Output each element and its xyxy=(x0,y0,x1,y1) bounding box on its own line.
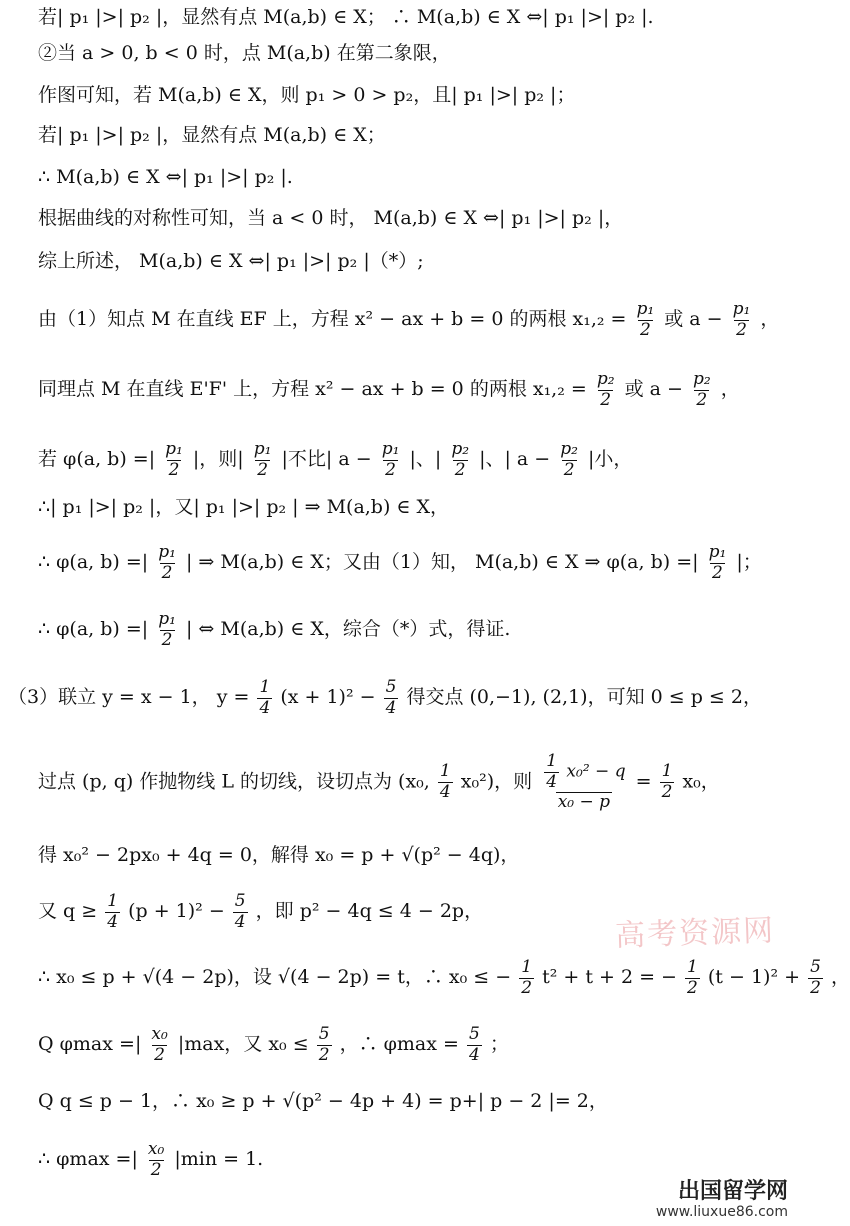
fraction xyxy=(149,1025,169,1065)
site-url[interactable]: www.liuxue86.com xyxy=(655,1204,788,1220)
text-segment: t² + t + 2 = − xyxy=(542,966,677,989)
denominator: 4 xyxy=(385,697,397,718)
denominator: 4 xyxy=(468,1044,480,1065)
denominator: 2 xyxy=(168,459,180,480)
denominator: 2 xyxy=(521,977,533,998)
text-segment: 同理点 M 在直线 E'F' 上，方程 x² − ax + b = 0 的两根 x₁,₂ = xyxy=(38,378,587,401)
text-segment: |min = 1. xyxy=(174,1148,264,1171)
denominator: 2 xyxy=(385,459,396,480)
fraction xyxy=(233,892,248,932)
numerator: x₀ xyxy=(151,1024,168,1044)
denominator: 2 xyxy=(257,459,269,480)
text-segment: ； xyxy=(489,1033,509,1056)
denominator: x₀ − p xyxy=(557,792,611,813)
numerator: 5 xyxy=(468,1024,480,1044)
numerator: 5 xyxy=(318,1024,330,1044)
text-line: 得 x₀² − 2px₀ + 4q = 0，解得 x₀ = p + √(p² − 4q)， xyxy=(38,844,520,866)
text-segment: | ⇒ M(a,b) ∈ X；又由（1）知， M(a,b) ∈ X ⇒ φ(a, b) =| xyxy=(185,551,699,574)
fraction xyxy=(540,752,627,813)
text-line xyxy=(38,1025,509,1065)
text-segment: = xyxy=(635,770,652,793)
numerator: 1 xyxy=(259,677,271,697)
text-line: 作图可知，若 M(a,b) ∈ X，则 p₁ > 0 > p₂，且| p₁ |>| p₂ |； xyxy=(38,84,576,106)
text-line xyxy=(8,678,762,718)
text-segment: ∴ φ(a, b) =| xyxy=(38,618,149,641)
text-line xyxy=(38,300,779,340)
denominator: 2 xyxy=(318,1044,330,1065)
denominator: 2 xyxy=(454,459,466,480)
text-segment: (x + 1)² − xyxy=(280,686,376,709)
text-line xyxy=(38,610,510,650)
text-line: ∴| p₁ |>| p₂ |，又| p₁ |>| p₂ | ⇒ M(a,b) ∈ X， xyxy=(38,496,450,518)
text-line xyxy=(38,370,740,410)
text-segment: ， xyxy=(720,378,740,401)
text-segment: |； xyxy=(736,551,762,574)
text-segment: |max，又 x₀ ≤ xyxy=(177,1033,309,1056)
text-line xyxy=(38,543,762,583)
text-line: 根据曲线的对称性可知，当 a < 0 时， M(a,b) ∈ X ⇔| p₁ |>| p₂ |， xyxy=(38,207,624,229)
text-segment: |、| a − xyxy=(479,448,551,471)
text-segment: 由（1）知点 M 在直线 EF 上，方程 x² − ax + b = 0 的两根 x₁,₂ = xyxy=(38,308,627,331)
fraction xyxy=(438,762,453,802)
denominator: 2 xyxy=(687,977,698,998)
text-line xyxy=(38,752,720,813)
fraction xyxy=(449,440,471,480)
text-segment: |、| xyxy=(409,448,442,471)
fraction xyxy=(635,300,657,340)
fraction xyxy=(691,370,713,410)
denominator: 4 xyxy=(546,771,558,792)
denominator: 4 xyxy=(107,911,119,932)
text-line xyxy=(38,958,850,998)
numerator: 5 xyxy=(385,677,397,697)
text-line: 综上所述， M(a,b) ∈ X ⇔| p₁ |>| p₂ |（*）; xyxy=(38,250,424,272)
text-segment: 过点 (p, q) 作抛物线 L 的切线，设切点为 (x₀, xyxy=(38,770,430,793)
denominator: 2 xyxy=(161,562,173,583)
numerator: 5 xyxy=(234,891,246,911)
site-footer xyxy=(656,1180,788,1220)
text-segment: ， xyxy=(760,308,780,331)
denominator: 2 xyxy=(161,629,173,650)
text-segment: 若 φ(a, b) =| xyxy=(38,448,156,471)
fraction xyxy=(808,958,823,998)
denominator: 2 xyxy=(563,459,575,480)
text-segment: ∴ x₀ ≤ p + √(4 − 2p)，设 √(4 − 2p) = t，∴ x₀ ≤ − xyxy=(38,966,512,989)
fraction xyxy=(467,1025,482,1065)
text-line xyxy=(38,1140,263,1180)
text-segment: ，∴ φmax = xyxy=(339,1033,459,1056)
fraction xyxy=(519,958,534,998)
numerator: p₂ xyxy=(596,369,615,389)
site-brand: 出国留学网 xyxy=(677,1178,788,1204)
text-segment: ，即 p² − 4q ≤ 4 − 2p， xyxy=(255,900,484,923)
text-segment: ， xyxy=(830,966,850,989)
numerator: x₀ xyxy=(147,1139,165,1159)
text-line: ②当 a > 0, b < 0 时，点 M(a,b) 在第二象限， xyxy=(38,42,451,64)
numerator: p₂ xyxy=(451,439,470,459)
fraction xyxy=(105,892,120,932)
text-segment: Q φmax =| xyxy=(38,1033,142,1056)
numerator: p₂ xyxy=(560,439,578,459)
fraction xyxy=(380,440,402,480)
text-line: ∴ M(a,b) ∈ X ⇔| p₁ |>| p₂ |. xyxy=(38,166,293,188)
text-segment: （3）联立 y = x − 1， y = xyxy=(8,686,250,709)
text-segment: |小， xyxy=(588,448,633,471)
fraction xyxy=(146,1140,166,1180)
text-segment: 又 q ≥ xyxy=(38,900,98,923)
denominator: 4 xyxy=(234,911,246,932)
text-segment: x₀²)，则 xyxy=(460,770,533,793)
text-segment: | ⇔ M(a,b) ∈ X，综合（*）式，得证. xyxy=(185,618,511,641)
text-segment: 或 a − xyxy=(664,308,723,331)
fraction xyxy=(156,610,178,650)
denominator: 4 xyxy=(439,781,451,802)
text-line xyxy=(38,892,483,932)
numerator: p₂ xyxy=(692,369,711,389)
text-segment: (p + 1)² − xyxy=(128,900,225,923)
text-segment: x₀， xyxy=(682,770,720,793)
fraction xyxy=(384,678,399,718)
fraction xyxy=(163,440,185,480)
numerator: p₁ xyxy=(708,542,727,562)
numerator: p₁ xyxy=(381,439,400,459)
denominator: 2 xyxy=(810,977,821,998)
text-segment: 得交点 (0,−1), (2,1)，可知 0 ≤ p ≤ 2， xyxy=(406,686,762,709)
text-segment: (t − 1)² + xyxy=(707,966,801,989)
watermark: 高考资源网 xyxy=(614,913,776,954)
text-line: 若| p₁ |>| p₂ |，显然有点 M(a,b) ∈ X； ∴ M(a,b) ∈ X ⇔| p₁ |>| p₂ |. xyxy=(38,6,654,28)
text-segment: ∴ φmax =| xyxy=(38,1148,138,1171)
numerator: p₁ xyxy=(253,439,272,459)
fraction xyxy=(252,440,274,480)
denominator: 2 xyxy=(661,781,673,802)
fraction xyxy=(558,440,580,480)
denominator: 2 xyxy=(600,389,612,410)
fraction xyxy=(257,678,272,718)
text-line: Q q ≤ p − 1，∴ x₀ ≥ p + √(p² − 4p + 4) = p+| p − 2 |= 2， xyxy=(38,1090,608,1112)
numerator: p₁ xyxy=(165,439,183,459)
denominator: 2 xyxy=(736,319,747,340)
fraction xyxy=(544,752,559,792)
text-segment: x₀² − q xyxy=(566,761,626,782)
fraction xyxy=(707,543,729,583)
fraction xyxy=(317,1025,332,1065)
denominator: 2 xyxy=(639,319,651,340)
fraction xyxy=(660,762,675,802)
text-segment: ∴ φ(a, b) =| xyxy=(38,551,149,574)
fraction xyxy=(156,543,178,583)
text-segment: |不比| a − xyxy=(281,448,372,471)
numerator: p₁ xyxy=(636,299,655,319)
numerator: p₁ xyxy=(158,609,176,629)
denominator: 2 xyxy=(154,1044,165,1065)
numerator: 1 xyxy=(687,957,698,977)
denominator: 2 xyxy=(150,1159,162,1180)
fraction xyxy=(731,300,753,340)
fraction xyxy=(595,370,617,410)
numerator: 1 xyxy=(521,957,533,977)
denominator: 4 xyxy=(259,697,271,718)
denominator: 2 xyxy=(696,389,708,410)
numerator: 1 xyxy=(439,761,451,782)
denominator: 2 xyxy=(712,562,723,583)
text-segment: 或 a − xyxy=(624,378,683,401)
text-segment: |，则| xyxy=(192,448,244,471)
text-line: 若| p₁ |>| p₂ |，显然有点 M(a,b) ∈ X； xyxy=(38,124,386,146)
numerator: p₁ xyxy=(158,542,176,562)
numerator xyxy=(540,752,627,792)
text-line xyxy=(38,440,632,480)
numerator: 1 xyxy=(107,891,119,911)
numerator: p₁ xyxy=(732,299,751,319)
numerator: 5 xyxy=(810,957,821,977)
numerator: 1 xyxy=(546,751,558,771)
fraction xyxy=(685,958,700,998)
numerator: 1 xyxy=(661,761,673,782)
